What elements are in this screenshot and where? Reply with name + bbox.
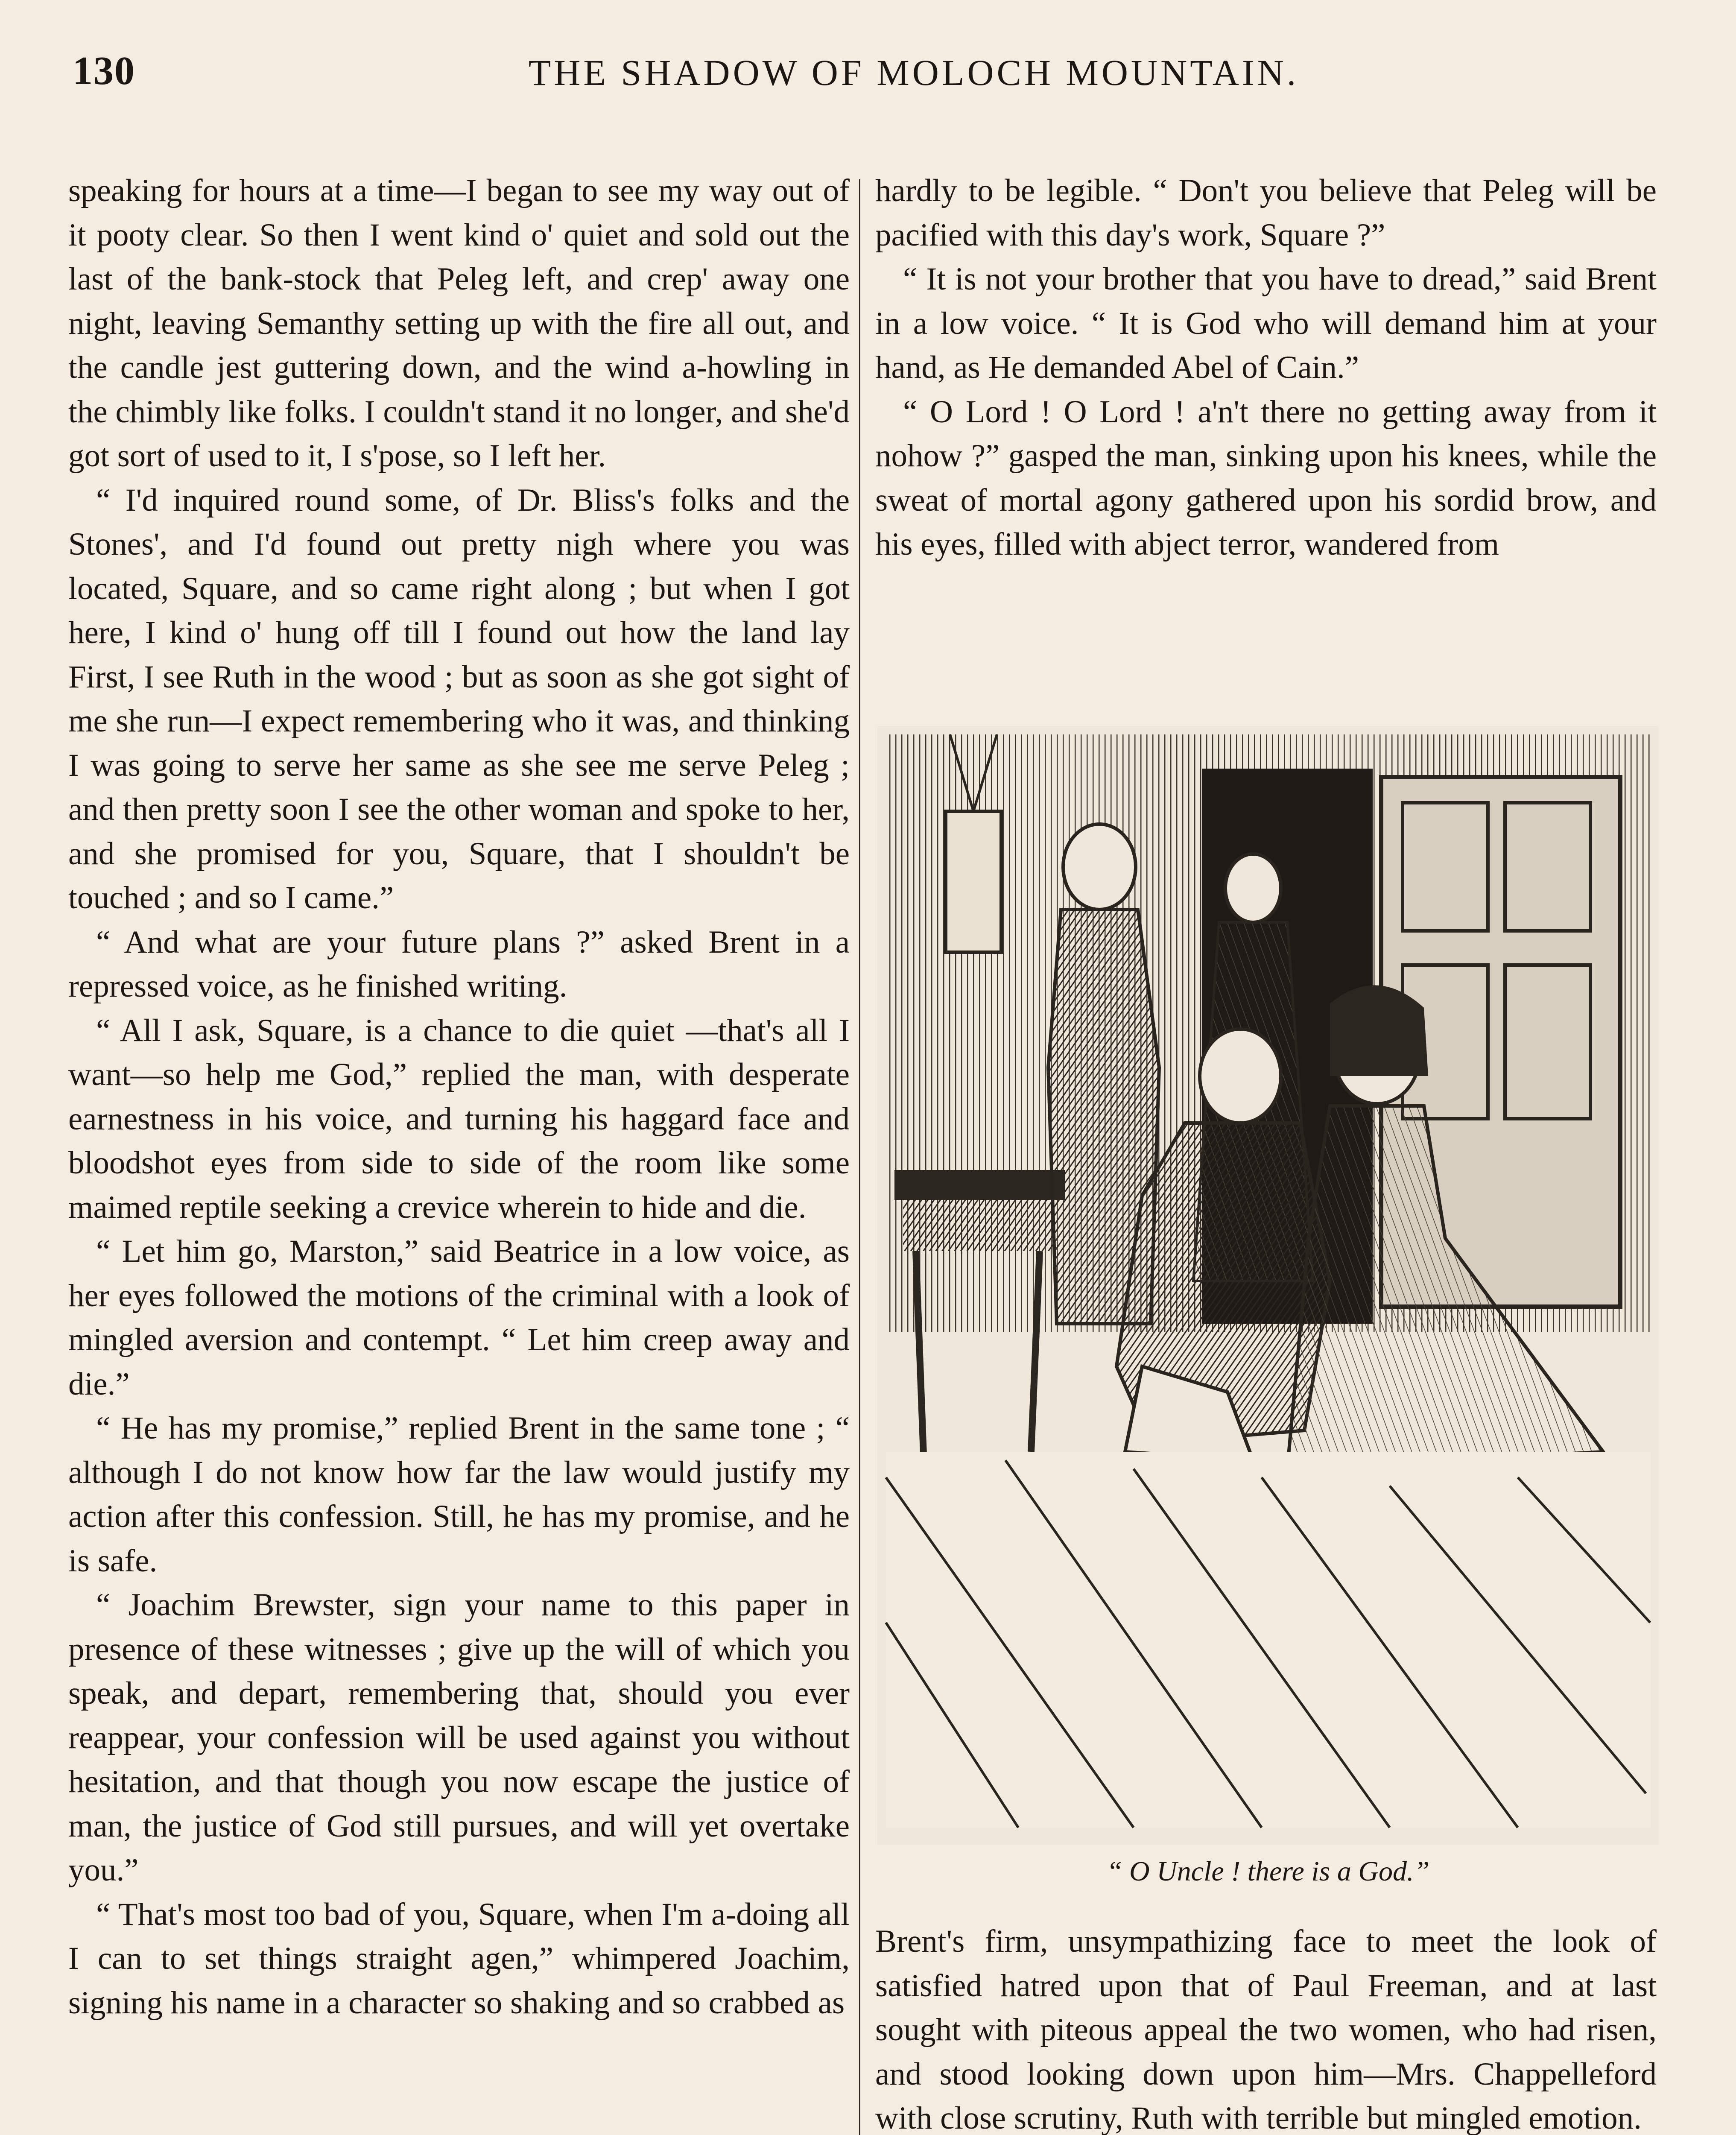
right-column-bottom xyxy=(875,1919,1657,2135)
left-column xyxy=(68,169,850,2135)
illustration-caption: “ O Uncle ! there is a God.” xyxy=(1106,1856,1430,1887)
column-divider xyxy=(859,179,860,2135)
engraving-illustration xyxy=(877,726,1659,1845)
paragraph: hardly to be legible. “ Don't you believe that Peleg will be pacified with this day's work, Square ?” xyxy=(875,173,1657,253)
paragraph: “ It is not your brother that you have to dread,” said Brent in a low voice. “ It is God who will demand him at your hand, as He demanded Abel of Cain.” xyxy=(875,261,1657,385)
paragraph: “ O Lord ! O Lord ! a'n't there no getting away from it nohow ?” gasped the man, sinking upon his knees, while the sweat of mortal agony gathered upon his sordid brow, and his eyes, filled with abject terror, wandered from xyxy=(875,394,1657,562)
paragraph: “ I'd inquired round some, of Dr. Bliss's folks and the Stones', and I'd found out pretty nigh where you was located, Square, and so came right along ; but when I got here, I kind o' hung off till I found out how the land lay First, I see Ruth in the wood ; but as soon as she got sight of me she run—I expect remembering who it was, and thinking I was going to serve her same as she see me serve Peleg ; and then pretty soon I see the other woman and spoke to her, and she promised for you, Square, that I shouldn't be touched ; and so I came.” xyxy=(68,482,850,915)
paragraph: Brent's firm, unsympathizing face to meet the look of satisfied hatred upon that of Paul Freeman, and at last sought with piteous appeal the two women, who had risen, and stood looking down upon him—Mrs. Chappelleford with close scrutiny, Ruth with terrible but mingled emotion. xyxy=(875,1924,1657,2135)
page-number: 130 xyxy=(73,49,135,93)
paragraph: “ Let him go, Marston,” said Beatrice in a low voice, as her eyes followed the motions of the criminal with a look of mingled aversion and contempt. “ Let him creep away and die.” xyxy=(68,1234,850,1402)
paragraph: “ And what are your future plans ?” asked Brent in a repressed voice, as he finished writing. xyxy=(68,924,850,1004)
paragraph: speaking for hours at a time—I began to see my way out of it pooty clear. So then I went kind o' quiet and sold out the last of the bank-stock that Peleg left, and crep' away one night, leaving Semanthy setting up with the fire all out, and the candle jest guttering down, and the wind a-howling in the chimbly like folks. I couldn't stand it no longer, and she'd got sort of used to it, I s'pose, so I left her. xyxy=(68,173,850,474)
right-column-top xyxy=(875,169,1657,711)
running-head: THE SHADOW OF MOLOCH MOUNTAIN. xyxy=(528,52,1299,93)
paragraph: “ He has my promise,” replied Brent in the same tone ; “ although I do not know how far the law would justify my action after this confession. Still, he has my promise, and he is safe. xyxy=(68,1410,850,1579)
paragraph: “ Joachim Brewster, sign your name to this paper in presence of these witnesses ; give up the will of which you speak, and depart, remembering that, should you ever reappear, your confession will be used against you without hesitation, and that though you now escape the justice of man, the justice of God still pursues, and will yet overtake you.” xyxy=(68,1587,850,1888)
paragraph: “ That's most too bad of you, Square, when I'm a-doing all I can to set things straight agen,” whimpered Joachim, signing his name in a character so shaking and so crabbed as xyxy=(68,1896,850,2021)
paragraph: “ All I ask, Square, is a chance to die quiet —that's all I want—so help me God,” replied the man, with desperate earnestness in his voice, and turning his haggard face and bloodshot eyes from side to side of the room like some maimed reptile seeking a crevice wherein to hide and die. xyxy=(68,1012,850,1225)
